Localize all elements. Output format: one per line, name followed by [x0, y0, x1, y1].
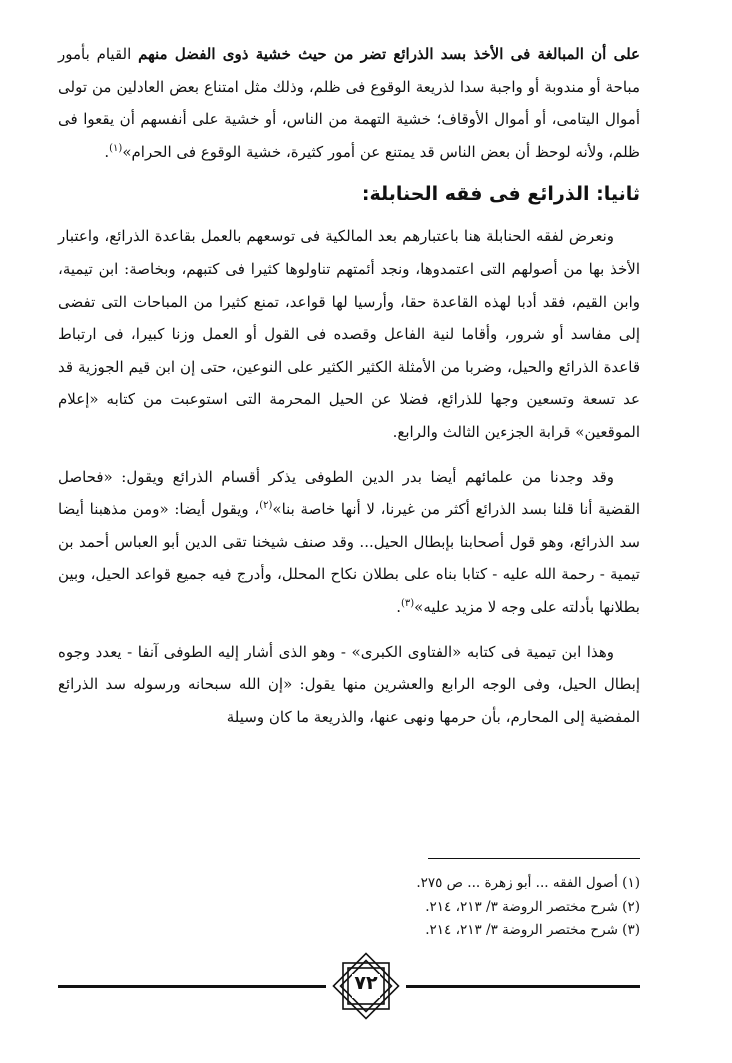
bottom-rule-right — [406, 985, 640, 988]
page-number-ornament — [326, 946, 406, 1026]
paragraph-3-text-a: وقد وجدنا من علمائهم أيضا بدر الدين الطوفى يذكر أقسام الذرائع ويقول: «فحاصل القضية أنا قلنا بسد الذرائع أكثر من غيرنا، لا أنها خاصة بنا» — [58, 467, 641, 519]
footnotes — [58, 872, 640, 943]
page-body — [58, 38, 640, 733]
paragraph-2: ونعرض لفقه الحنابلة هنا باعتبارهم بعد المالكية فى توسعهم بالعمل بقاعدة الذرائع، واعتبار الأخذ بها من أصولهم التى اعتمدوها، ونجد أئمتهم تناولوها كثيرا فى كتبهم، وبخاصة: ابن تيمية، وابن القيم، فقد أدبا لهذه القاعدة حقا، وأرسيا لها قواعد، تمنع كثيرا من المباحات التى تفضى إلى مفاسد أو شرور، وأقاما لنية الفاعل وقصده فى القول أو العمل وزنا كبيرا، فى ارتباط قاعدة الذرائع والحيل، وضربا من الأمثلة الكثير الكثير على النوعين، حتى إن ابن قيم الجوزية قد عد تسعة وتسعين وجها للذرائع، فضلا عن الحيل المحرمة التى استوعبت من كتابه «إعلام الموقعين» قرابة الجزءين الثالث والرابع. — [58, 227, 640, 441]
paragraph-3-text-b: ، ويقول أيضا: «ومن مذهبنا أيضا سد الذرائع، وهو قول أصحابنا بإبطال الحيل... وقد صنف شيخنا تقى الدين أبو العباس أحمد بن تيمية - رحمة الله عليه - كتابا بناه على بطلان نكاح المحلل، وأدرج فيه جميع قواعد الحيل، وبين بطلانها بأدلته على وجه لا مزيد عليه» — [58, 500, 640, 616]
bottom-rule-left — [58, 985, 326, 988]
paragraph-1-text: القيام بأمور مباحة أو مندوبة أو واجبة سدا لذريعة الوقوع فى ظلم، وذلك مثل امتناع بعض العادلين من تولى أموال اليتامى، أو أموال الأوقاف؛ خشية التهمة من الناس، أو خشية على أنفسهم أن يقعوا فى ظلم، ولأنه لوحظ أن بعض الناس قد يمتنع عن أمور كثيرة، خشية الوقوع فى الحرام» — [58, 45, 640, 161]
paragraph-1 — [58, 38, 640, 168]
paragraph-1-end: . — [104, 142, 110, 161]
footnote-ref-3: (٣) — [400, 597, 415, 609]
page-number: ٧٢ — [354, 972, 378, 994]
footnote-ref-2: (٢) — [259, 500, 273, 512]
paragraph-3 — [58, 461, 640, 624]
footnote-1: (١) أصول الفقه ... أبو زهرة ... ص ٢٧٥. — [416, 875, 640, 891]
footnote-2: (٢) شرح مختصر الروضة ٣/ ٢١٣، ٢١٤. — [425, 898, 640, 915]
paragraph-4: وهذا ابن تيمية فى كتابه «الفتاوى الكبرى» - وهو الذى أشار إليه الطوفى آنفا - يعدد وجوه إبطال الحيل، وفى الوجه الرابع والعشرين منها يقول: «إن الله سبحانه ورسوله سد الذرائع المفضية إلى المحارم، بأن حرمها ونهى عنها، والذريعة ما كان وسيلة — [58, 642, 640, 726]
paragraph-1-bold-lead: على أن المبالغة فى الأخذ بسد الذرائع تضر من حيث خشية ذوى الفضل منهم — [138, 45, 641, 63]
footnote-ref-1: (١) — [109, 142, 123, 154]
section-heading: ثانيا: الذرائع فى فقه الحنابلة: — [361, 183, 640, 206]
paragraph-3-end: . — [396, 597, 401, 616]
footnote-separator — [428, 858, 640, 859]
footnote-3: (٣) شرح مختصر الروضة ٣/ ٢١٣، ٢١٤. — [425, 922, 640, 938]
